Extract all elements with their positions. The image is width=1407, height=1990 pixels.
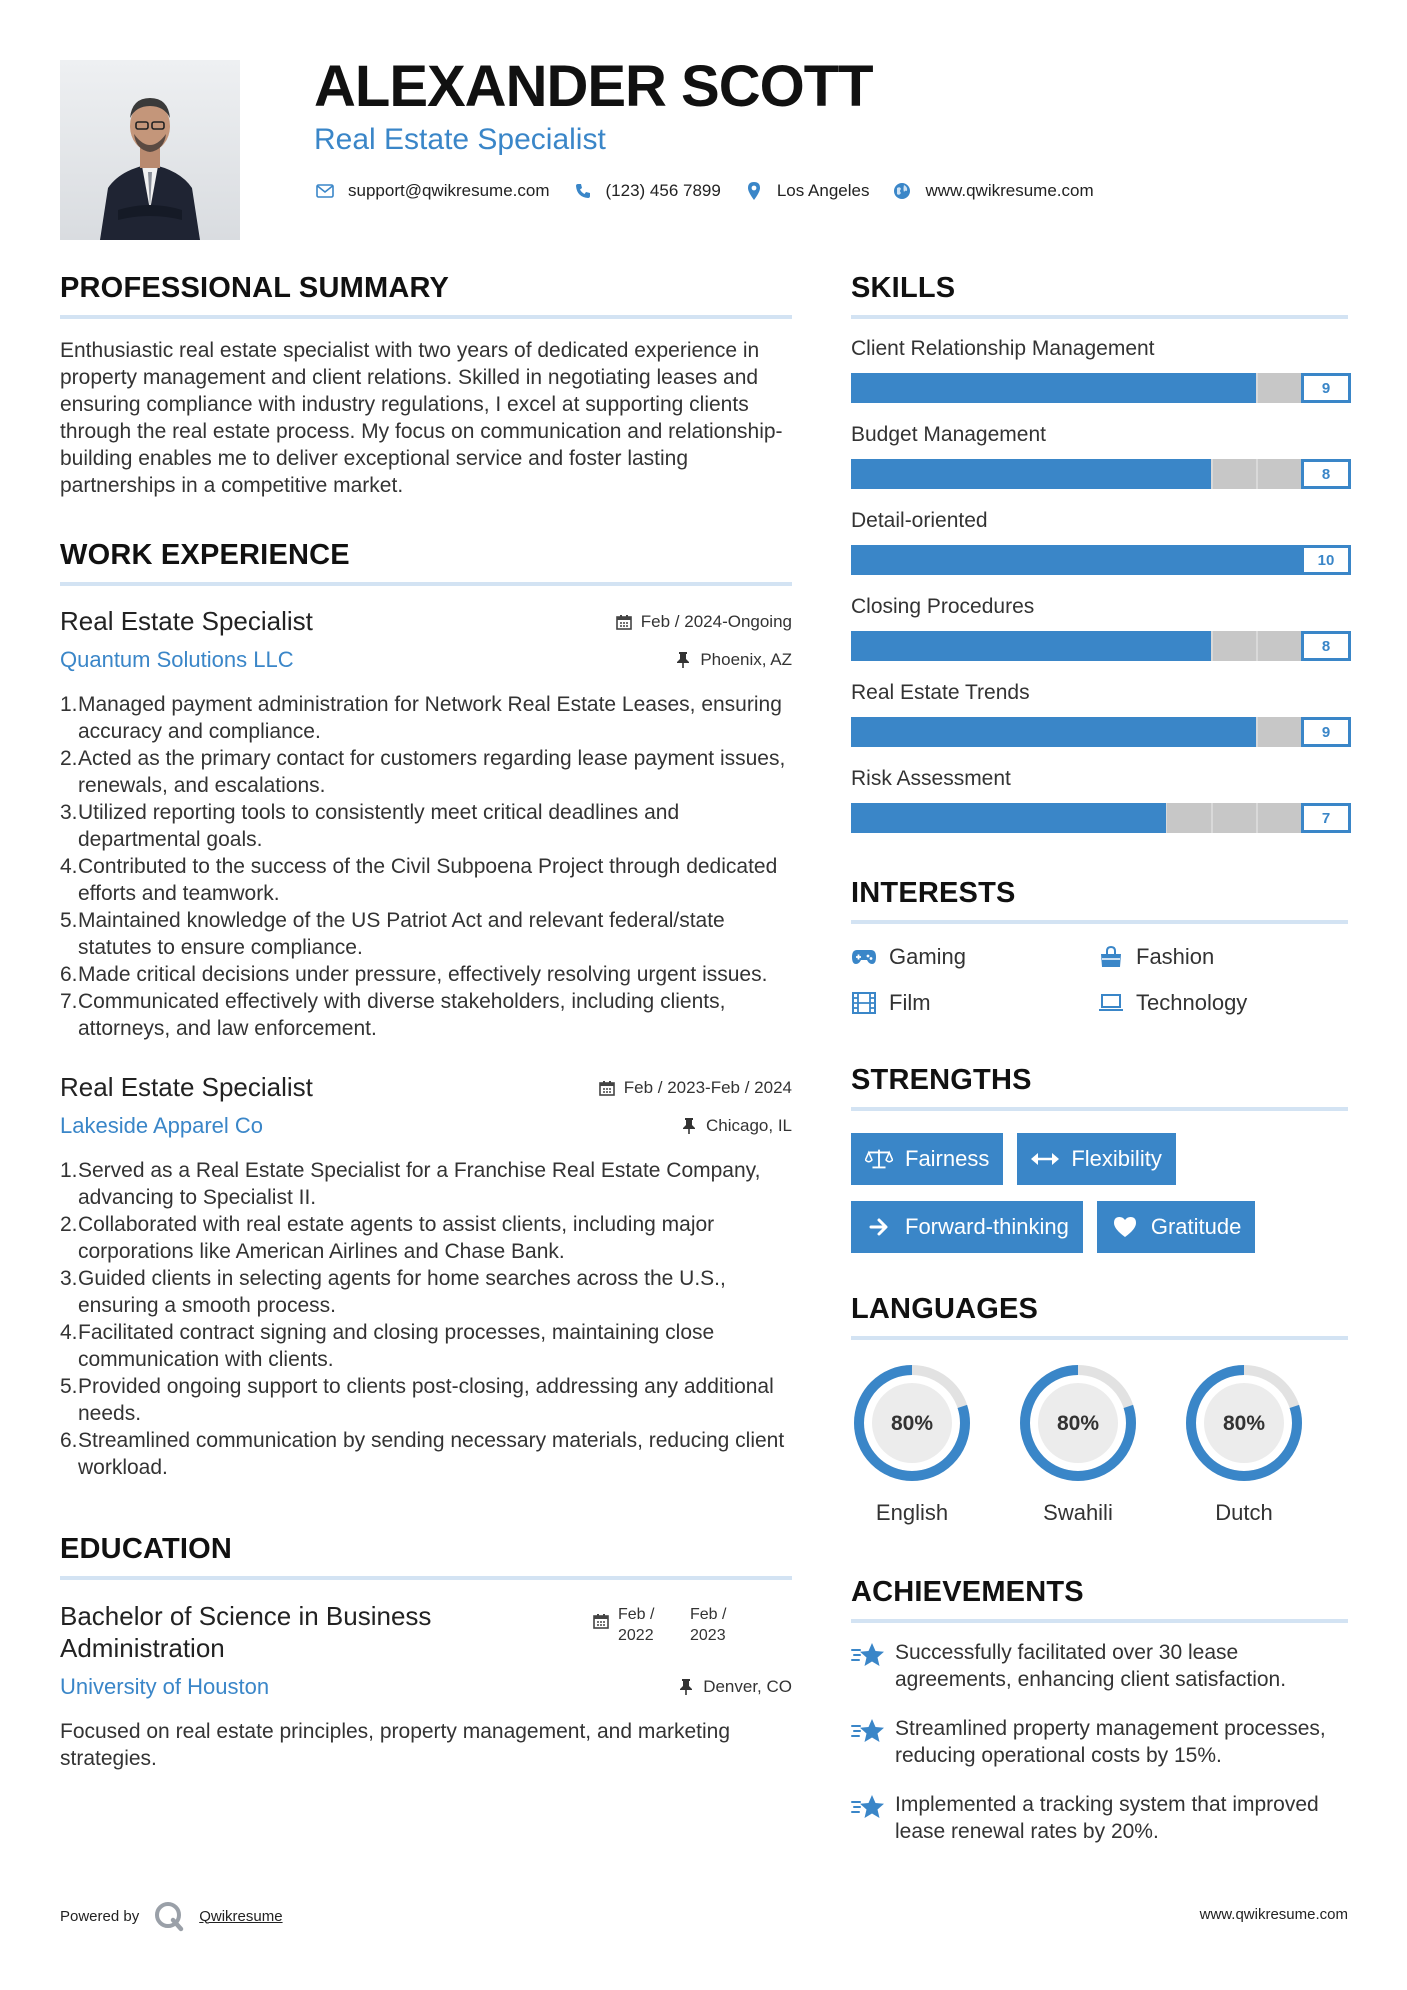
bullet-number: 4. bbox=[60, 855, 78, 878]
job-bullets bbox=[60, 691, 792, 1042]
bullet-number: 3. bbox=[60, 1267, 78, 1290]
job-bullet bbox=[60, 1211, 792, 1265]
bullet-text: Communicated effectively with diverse stakeholders, including clients, attorneys, and law enforcement. bbox=[78, 990, 726, 1040]
skill-bar bbox=[851, 803, 1348, 833]
contact-location-text: Los Angeles bbox=[776, 181, 870, 200]
skill-fill bbox=[851, 631, 1211, 661]
experience-heading: WORK EXPERIENCE bbox=[60, 539, 350, 571]
skill-name: Risk Assessment bbox=[851, 767, 1011, 790]
education-start-date: Feb / 2022 bbox=[618, 1606, 655, 1644]
job-bullet bbox=[60, 1319, 792, 1373]
contact-location bbox=[743, 180, 870, 202]
strength-tag bbox=[851, 1133, 1003, 1185]
candidate-title: Real Estate Specialist bbox=[314, 123, 606, 156]
contact-email-text: support@qwikresume.com bbox=[348, 181, 550, 200]
interest-label: Technology bbox=[1136, 990, 1248, 1015]
languages-list bbox=[851, 1362, 1348, 1526]
achievement-text: Implemented a tracking system that improved lease renewal rates by 20%. bbox=[895, 1793, 1319, 1843]
bullet-text: Managed payment administration for Network Real Estate Leases, ensuring accuracy and compliance. bbox=[78, 693, 782, 743]
skill-fill bbox=[851, 459, 1211, 489]
calendar-icon bbox=[598, 1079, 616, 1097]
language-gauge bbox=[1183, 1362, 1305, 1484]
heart-icon bbox=[1111, 1215, 1139, 1239]
interest-label: Gaming bbox=[889, 944, 967, 969]
bullet-number: 3. bbox=[60, 801, 78, 824]
job-location-text: Chicago, IL bbox=[706, 1116, 792, 1135]
language-percent: 80% bbox=[890, 1412, 934, 1435]
skill-name: Real Estate Trends bbox=[851, 681, 1030, 704]
achievement-item bbox=[851, 1791, 1348, 1845]
contact-phone-text: (123) 456 7899 bbox=[605, 181, 721, 200]
education-subheader bbox=[60, 1674, 792, 1700]
bullet-text: Utilized reporting tools to consistently meet critical deadlines and departmental goals. bbox=[78, 801, 680, 851]
skill-name: Closing Procedures bbox=[851, 595, 1035, 618]
school-name: University of Houston bbox=[60, 1674, 270, 1699]
interest-label: Film bbox=[889, 990, 931, 1015]
interests-section bbox=[851, 877, 1348, 1016]
bullet-text: Collaborated with real estate agents to assist clients, including major corporations like American Airlines and Chase Bank. bbox=[78, 1213, 715, 1263]
skill-name: Detail-oriented bbox=[851, 509, 988, 532]
achievement-item bbox=[851, 1639, 1348, 1693]
strengths-list bbox=[851, 1133, 1348, 1269]
interest-item bbox=[851, 990, 1098, 1016]
education-description: Focused on real estate principles, property management, and marketing strategies. bbox=[60, 1720, 731, 1770]
envelope-icon bbox=[314, 180, 336, 202]
job-bullet bbox=[60, 988, 792, 1042]
language-name: Swahili bbox=[1043, 1500, 1113, 1525]
bullet-text: Acted as the primary contact for customers regarding lease payment issues, renewals, and escalations. bbox=[78, 747, 786, 797]
laptop-icon bbox=[1098, 992, 1124, 1014]
interest-item bbox=[1098, 944, 1348, 970]
job-subheader bbox=[60, 1113, 792, 1139]
education-location bbox=[677, 1677, 792, 1697]
job-header bbox=[60, 1072, 792, 1103]
pushpin-icon bbox=[674, 651, 692, 669]
skill-item bbox=[851, 595, 1348, 661]
globe-icon bbox=[891, 180, 913, 202]
experience-section bbox=[60, 539, 792, 1481]
skill-segment bbox=[1258, 717, 1301, 747]
job-bullet bbox=[60, 1157, 792, 1211]
profile-photo-image bbox=[60, 60, 240, 240]
job-bullet bbox=[60, 1373, 792, 1427]
achievement-text: Streamlined property management processes, reducing operational costs by 15%. bbox=[895, 1717, 1326, 1767]
pushpin-icon bbox=[677, 1678, 695, 1696]
contact-website-text: www.qwikresume.com bbox=[925, 181, 1094, 200]
skill-item bbox=[851, 337, 1348, 403]
job-location-text: Phoenix, AZ bbox=[700, 650, 792, 669]
degree-name: Bachelor of Science in Business Administration bbox=[60, 1601, 432, 1663]
strengths-section bbox=[851, 1064, 1348, 1269]
footer-url[interactable]: www.qwikresume.com bbox=[1199, 1906, 1348, 1923]
skill-segment bbox=[1167, 803, 1212, 833]
skill-level: 9 bbox=[1301, 373, 1351, 403]
bullet-text: Facilitated contract signing and closing processes, maintaining close communication with clients. bbox=[78, 1321, 715, 1371]
skill-level: 8 bbox=[1301, 459, 1351, 489]
language-percent: 80% bbox=[1056, 1412, 1100, 1435]
strength-label: Forward-thinking bbox=[905, 1214, 1069, 1239]
job-entry bbox=[60, 606, 792, 1042]
summary-heading: PROFESSIONAL SUMMARY bbox=[60, 272, 450, 304]
language-gauge bbox=[1017, 1362, 1139, 1484]
star-icon bbox=[851, 1717, 885, 1747]
strength-tag bbox=[1017, 1133, 1175, 1185]
candidate-name: ALEXANDER SCOTT bbox=[314, 54, 873, 119]
language-percent: 80% bbox=[1222, 1412, 1266, 1435]
film-icon bbox=[851, 992, 877, 1014]
job-bullet bbox=[60, 853, 792, 907]
contact-bar bbox=[314, 178, 1116, 204]
bullet-number: 5. bbox=[60, 909, 78, 932]
skill-item bbox=[851, 767, 1348, 833]
left-column bbox=[60, 272, 792, 1772]
arrows-horizontal-icon bbox=[1031, 1147, 1059, 1171]
language-item bbox=[851, 1362, 973, 1526]
shopping-bag-icon bbox=[1098, 946, 1124, 968]
section-divider bbox=[851, 1107, 1348, 1111]
calendar-icon bbox=[615, 613, 633, 631]
job-bullet bbox=[60, 1427, 792, 1481]
skill-segment bbox=[1213, 631, 1258, 661]
strengths-heading: STRENGTHS bbox=[851, 1064, 1032, 1096]
bullet-text: Served as a Real Estate Specialist for a Franchise Real Estate Company, advancing to Specialist II. bbox=[78, 1159, 761, 1209]
skill-segment bbox=[1258, 373, 1301, 403]
brand-link[interactable]: Qwikresume bbox=[199, 1907, 283, 1925]
arrow-right-icon bbox=[865, 1215, 893, 1239]
bullet-text: Contributed to the success of the Civil Subpoena Project through dedicated efforts and teamwork. bbox=[78, 855, 778, 905]
job-location bbox=[674, 650, 792, 670]
interest-label: Fashion bbox=[1136, 944, 1215, 969]
education-end-date: Feb / 2023 bbox=[690, 1606, 727, 1644]
section-divider bbox=[851, 920, 1348, 924]
skill-bar bbox=[851, 545, 1348, 575]
achievement-text: Successfully facilitated over 30 lease agreements, enhancing client satisfaction. bbox=[895, 1641, 1287, 1691]
education-dates bbox=[592, 1604, 762, 1664]
job-bullet bbox=[60, 745, 792, 799]
achievements-heading: ACHIEVEMENTS bbox=[851, 1576, 1084, 1608]
bullet-number: 6. bbox=[60, 963, 78, 986]
skill-name: Client Relationship Management bbox=[851, 337, 1155, 360]
languages-section bbox=[851, 1293, 1348, 1526]
bullet-text: Made critical decisions under pressure, effectively resolving urgent issues. bbox=[78, 963, 768, 986]
section-divider bbox=[60, 315, 792, 319]
skill-item bbox=[851, 509, 1348, 575]
strength-label: Flexibility bbox=[1071, 1146, 1162, 1171]
powered-by-text: Powered by bbox=[60, 1907, 140, 1925]
bullet-text: Maintained knowledge of the US Patriot Act and relevant federal/state statutes to ensure compliance. bbox=[78, 909, 725, 959]
bullet-number: 1. bbox=[60, 1159, 78, 1182]
strength-label: Fairness bbox=[905, 1146, 990, 1171]
interests-list bbox=[851, 944, 1348, 1016]
bullet-number: 1. bbox=[60, 693, 78, 716]
interest-item bbox=[1098, 990, 1348, 1016]
bullet-number: 2. bbox=[60, 1213, 78, 1236]
company-name: Lakeside Apparel Co bbox=[60, 1113, 264, 1138]
job-subheader bbox=[60, 647, 792, 673]
contact-website[interactable] bbox=[891, 180, 1093, 202]
skill-fill bbox=[851, 545, 1301, 575]
job-bullet bbox=[60, 799, 792, 853]
bullet-number: 7. bbox=[60, 990, 78, 1013]
achievements-list bbox=[851, 1639, 1348, 1845]
skill-item bbox=[851, 681, 1348, 747]
phone-icon bbox=[572, 180, 594, 202]
calendar-icon bbox=[592, 1612, 610, 1630]
skill-segment bbox=[1258, 631, 1301, 661]
job-role: Real Estate Specialist bbox=[60, 606, 313, 636]
skill-level: 9 bbox=[1301, 717, 1351, 747]
balance-scale-icon bbox=[865, 1147, 893, 1171]
job-date bbox=[615, 612, 792, 632]
section-divider bbox=[851, 315, 1348, 319]
strength-tag bbox=[1097, 1201, 1256, 1253]
education-section bbox=[60, 1533, 792, 1772]
skill-level: 10 bbox=[1301, 545, 1351, 575]
skill-bar bbox=[851, 373, 1348, 403]
bullet-text: Guided clients in selecting agents for home searches across the U.S., ensuring a smooth process. bbox=[78, 1267, 726, 1317]
skill-bar bbox=[851, 459, 1348, 489]
gamepad-icon bbox=[851, 946, 877, 968]
company-name: Quantum Solutions LLC bbox=[60, 647, 294, 672]
education-heading: EDUCATION bbox=[60, 1533, 233, 1565]
summary-text: Enthusiastic real estate specialist with two years of dedicated experience in property management and client relations. Skilled in negotiating leases and ensuring compliance with industry regulations, I excel at supporting clients through the real estate process. My focus on communication and relationship-building enables me to deliver exceptional service and foster lasting partnerships in a competitive market. bbox=[60, 339, 783, 497]
language-name: Dutch bbox=[1215, 1500, 1273, 1525]
skills-section bbox=[851, 272, 1348, 833]
skill-segment bbox=[1213, 459, 1258, 489]
skill-fill bbox=[851, 717, 1256, 747]
job-bullets bbox=[60, 1157, 792, 1481]
contact-email[interactable] bbox=[314, 180, 550, 202]
right-column bbox=[851, 272, 1348, 1845]
skill-item bbox=[851, 423, 1348, 489]
languages-heading: LANGUAGES bbox=[851, 1293, 1039, 1325]
skill-segment bbox=[1213, 803, 1258, 833]
skill-segment bbox=[1258, 803, 1301, 833]
job-location bbox=[680, 1116, 792, 1136]
bullet-number: 5. bbox=[60, 1375, 78, 1398]
profile-photo bbox=[60, 60, 240, 240]
job-date bbox=[598, 1078, 792, 1098]
skill-name: Budget Management bbox=[851, 423, 1046, 446]
skill-level: 7 bbox=[1301, 803, 1351, 833]
contact-phone[interactable] bbox=[572, 180, 721, 202]
footer-powered-by bbox=[60, 1900, 283, 1932]
language-item bbox=[1183, 1362, 1305, 1526]
pushpin-icon bbox=[680, 1117, 698, 1135]
interest-item bbox=[851, 944, 1098, 970]
language-item bbox=[1017, 1362, 1139, 1526]
job-bullet bbox=[60, 961, 792, 988]
skills-heading: SKILLS bbox=[851, 272, 956, 304]
bullet-number: 6. bbox=[60, 1429, 78, 1452]
section-divider bbox=[60, 582, 792, 586]
star-icon bbox=[851, 1641, 885, 1671]
achievements-section bbox=[851, 1576, 1348, 1845]
skill-bar bbox=[851, 717, 1348, 747]
job-header bbox=[60, 606, 792, 637]
skill-level: 8 bbox=[1301, 631, 1351, 661]
job-role: Real Estate Specialist bbox=[60, 1072, 313, 1102]
language-name: English bbox=[875, 1500, 949, 1525]
education-header bbox=[60, 1600, 792, 1664]
section-divider bbox=[851, 1336, 1348, 1340]
section-divider bbox=[851, 1619, 1348, 1623]
job-entry bbox=[60, 1072, 792, 1481]
map-pin-icon bbox=[743, 180, 765, 202]
star-icon bbox=[851, 1793, 885, 1823]
skill-fill bbox=[851, 803, 1166, 833]
job-bullet bbox=[60, 691, 792, 745]
education-location-text: Denver, CO bbox=[703, 1677, 792, 1696]
job-list bbox=[60, 606, 792, 1481]
interests-heading: INTERESTS bbox=[851, 877, 1016, 909]
achievement-item bbox=[851, 1715, 1348, 1769]
job-date-text: Feb / 2023-Feb / 2024 bbox=[623, 1078, 792, 1097]
skill-segment bbox=[1258, 459, 1301, 489]
strength-label: Gratitude bbox=[1150, 1214, 1242, 1239]
bullet-number: 2. bbox=[60, 747, 78, 770]
bullet-text: Streamlined communication by sending necessary materials, reducing client workload. bbox=[78, 1429, 785, 1479]
strength-tag bbox=[851, 1201, 1083, 1253]
language-gauge bbox=[851, 1362, 973, 1484]
skill-fill bbox=[851, 373, 1256, 403]
job-bullet bbox=[60, 907, 792, 961]
section-divider bbox=[60, 1576, 792, 1580]
bullet-text: Provided ongoing support to clients post-closing, addressing any additional needs. bbox=[78, 1375, 774, 1425]
bullet-number: 4. bbox=[60, 1321, 78, 1344]
job-bullet bbox=[60, 1265, 792, 1319]
job-date-text: Feb / 2024-Ongoing bbox=[640, 612, 792, 631]
summary-section bbox=[60, 272, 792, 499]
qwikresume-logo-icon bbox=[153, 1900, 185, 1932]
skills-list bbox=[851, 337, 1348, 833]
skill-bar bbox=[851, 631, 1348, 661]
